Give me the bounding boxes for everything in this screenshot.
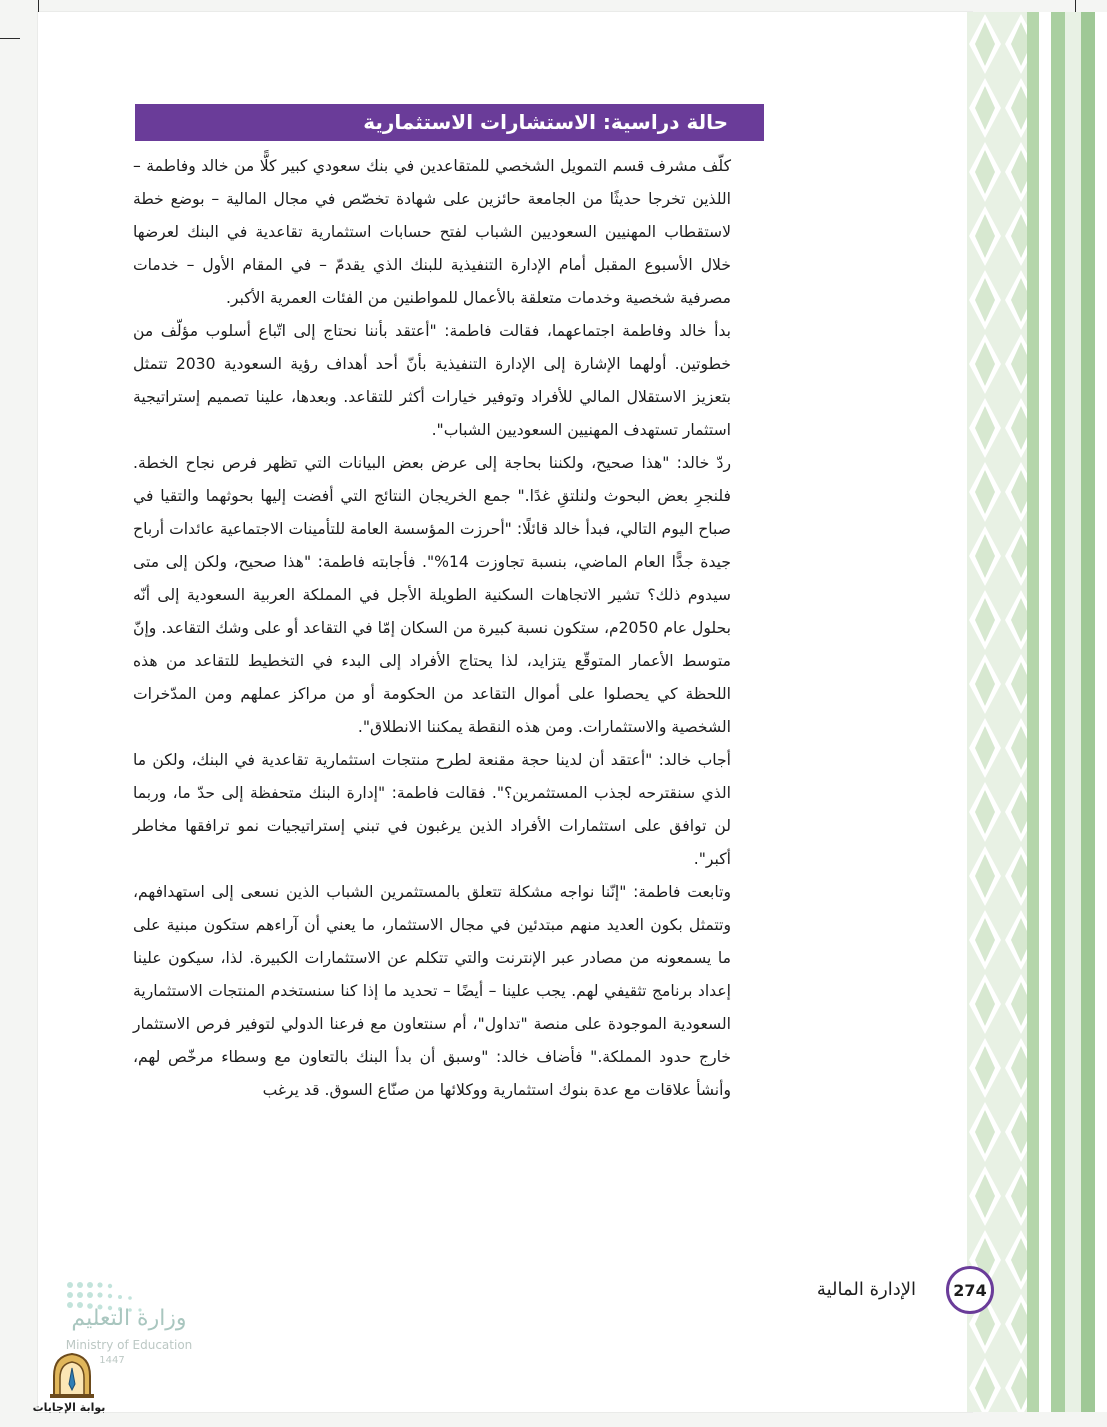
ministry-name-english: Ministry of Education: [65, 1338, 193, 1352]
book-title: الإدارة المالية: [816, 1279, 916, 1300]
article-paragraph: بدأ خالد وفاطمة اجتماعهما، فقالت فاطمة: "أعتقد بأننا نحتاج إلى اتّباع أسلوب مؤلّف من خطوتين. أولهما الإشارة إلى الإدارة التنفيذية بأنّ أحد أهداف رؤية السعودية 2030 تتمثل بتعزيز الاستقلال المالي للأفراد وتوفير خيارات أكثر للتقاعد. وبعدها، علينا تصميم إستراتيجية استثمار تستهدف المهنيين السعوديين الشباب".: [133, 322, 731, 439]
article-paragraph: ردّ خالد: "هذا صحيح، ولكننا بحاجة إلى عرض بعض البيانات التي تظهر فرص نجاح الخطة. فلنجرِ بعض البحوث ولنلتقِ غدًا." جمع الخريجان النتائج التي أفضت إليها بحوثهما والتقيا في صباح اليوم التالي، فبدأ خالد قائلًا: "أحرزت المؤسسة العامة للتأمينات الاجتماعية عائدات أرباح جيدة جدًّا العام الماضي، بنسبة تجاوزت 14%". فأجابته فاطمة: "هذا صحيح، ولكن إلى متى سيدوم ذلك؟ تشير الاتجاهات السكنية الطويلة الأجل في المملكة العربية السعودية إلى أنّه بحلول عام 2050م، ستكون نسبة كبيرة من السكان إمّا في التقاعد أو على وشك التقاعد. وإنّ متوسط الأعمار المتوقّع يتزايد، لذا يحتاج الأفراد إلى البدء في التخطيط للتقاعد من هذه اللحظة كي يحصلوا على أموال التقاعد من الحكومة أو من مراكز عملهم ومن المدّخرات الشخصية والاستثمارات. ومن هذه النقطة يمكننا الانطلاق".: [133, 454, 731, 736]
case-study-title: حالة دراسية: الاستشارات الاستثمارية: [363, 110, 728, 134]
article-body: [133, 150, 731, 1107]
ministry-year: 1447: [99, 1355, 125, 1366]
side-pattern-decoration: [967, 12, 1107, 1412]
watermark-label: بوابة الإجابات: [32, 1401, 106, 1414]
crop-mark: [0, 38, 20, 39]
crop-mark: [38, 0, 39, 12]
case-study-header: [135, 104, 764, 141]
article-paragraph: أجاب خالد: "أعتقد أن لدينا حجة مقنعة لطرح منتجات استثمارية تقاعدية في البنك، ولكن ما الذي سنقترحه لجذب المستثمرين؟". فقالت فاطمة: "إدارة البنك متحفظة إلى حدّ ما، وربما لن توافق على استثمارات الأفراد الذين يرغبون في تبني إستراتيجيات نمو ترافقها مخاطر أكبر".: [133, 751, 731, 868]
page-number-badge: [946, 1266, 994, 1314]
page-number: 274: [953, 1280, 987, 1300]
article-paragraph: كلّف مشرف قسم التمويل الشخصي للمتقاعدين في بنك سعودي كبير كلًّا من خالد وفاطمة – اللذين تخرجا حديثًا من الجامعة حائزين على شهادة تخصّص في مجال المالية – بوضع خطة لاستقطاب المهنيين السعوديين الشباب لفتح حسابات استثمارية تقاعدية في البنك لعرضها خلال الأسبوع المقبل أمام الإدارة التنفيذية للبنك الذي يقدمّ – في المقام الأول – خدمات مصرفية شخصية وخدمات متعلقة بالأعمال للمواطنين من الفئات العمرية الأكبر.: [133, 157, 731, 307]
article-paragraph: وتابعت فاطمة: "إنّنا نواجه مشكلة تتعلق بالمستثمرين الشباب الذين نسعى إلى استهدافهم، وتتمثل بكون العديد منهم مبتدئين في مجال الاستثمار، ما يعني أن آراءهم ستكون مبنية على ما يسمعونه من مصادر عبر الإنترنت والتي تتكلم عن الاستثمارات الكبيرة. لذا، سيكون علينا إعداد برنامج تثقيفي لهم. يجب علينا – أيضًا – تحديد ما إذا كنا سنستخدم المنتجات الاستثمارية السعودية الموجودة على منصة "تداول"، أم سنتعاون مع فرعنا الدولي لتوفير فرص الاستثمار خارج حدود المملكة." فأضاف خالد: "وسبق أن بدأ البنك بالتعاون مع وسطاء مرخّص لهم، وأنشأ علاقات مع عدة بنوك استثمارية ووكلائها من صنّاع السوق. قد يرغب: [133, 883, 731, 1099]
ministry-name-arabic: وزارة التعليم: [71, 1306, 187, 1331]
crop-mark: [1075, 0, 1076, 12]
